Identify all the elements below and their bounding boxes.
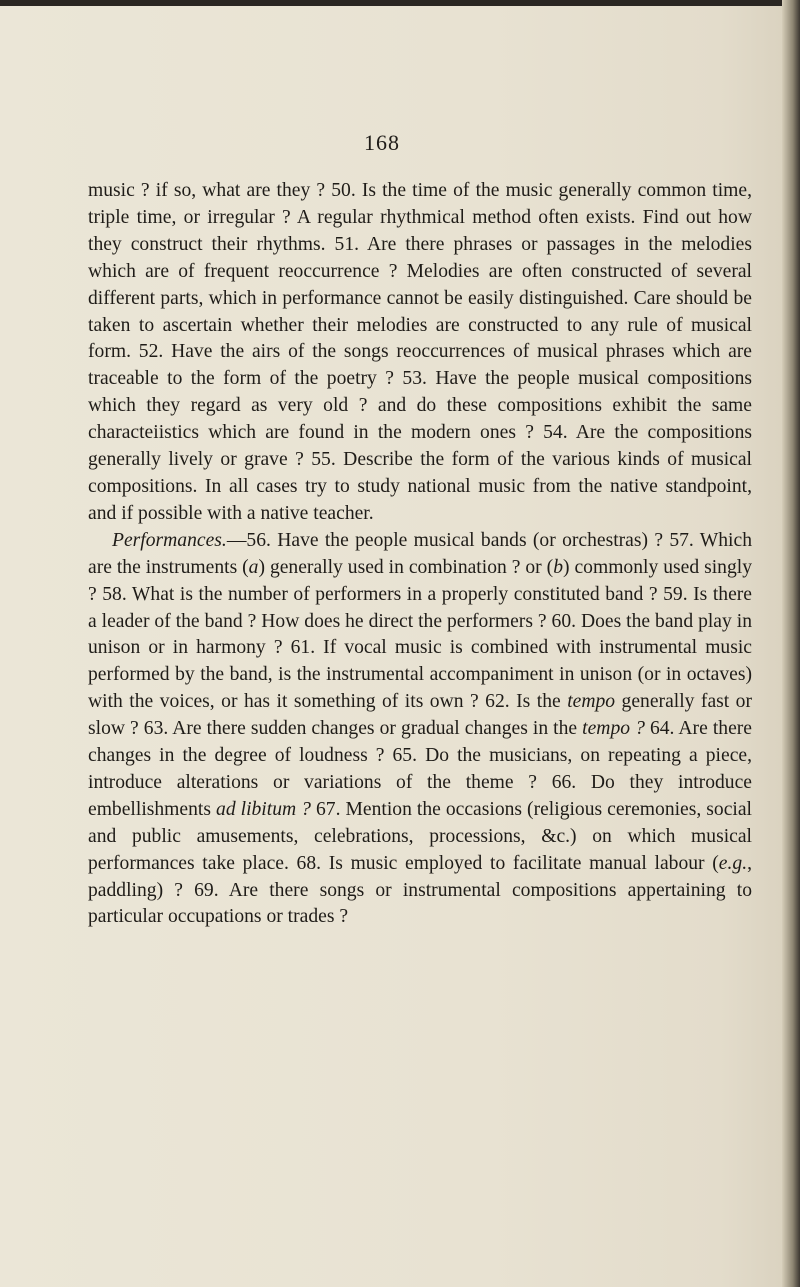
- text-span: , paddling) ? 69. Are there songs or instrumental compositions appertaining to particular occupations or trades ?: [88, 852, 752, 928]
- page-edge-shadow: [782, 0, 800, 1287]
- italic-span: b: [553, 556, 563, 578]
- paragraph-1: [88, 178, 752, 528]
- page-number: 168: [364, 130, 400, 155]
- body-text: [88, 178, 752, 931]
- italic-span: tempo: [567, 691, 616, 713]
- italic-span: a: [248, 556, 259, 578]
- text-span: ) commonly used singly ? 58. What is the number of performers in a properly constituted band ? 59. Is there a leader of the band ? How does he direct the performers ? 60. Does the band play in unison or in harmony ? 61. If vocal music is combined with instrumental music performed by the band, is the instrumental accompaniment in unison (or in octaves) with the voices, or has it something of its own ? 62. Is the: [88, 556, 752, 713]
- text-span: 64. Are there changes in the degree of loudness ? 65. Do the musicians, on repeating a piece, introduce alterations or variations of the theme ? 66. Do they introduce embellishments: [88, 718, 752, 820]
- italic-span: ad libitum ?: [216, 798, 311, 820]
- text-span: music ? if so, what are they ? 50. Is the time of the music generally common time, triple time, or irregular ? A regular rhythmical method often exists. Find out how they construct their rhythms. 51. Are there phrases or passages in the melodies which are of frequent reoccurrence ? Melodies are often constructed of several different parts, which in performance cannot be easily distinguished. Care should be taken to ascertain whether their melodies are constructed to any rule of musical form. 52. Have the airs of the songs reoccurrences of musical phrases which are traceable to the form of the poetry ? 53. Have the people musical compositions which they regard as very old ? and do these compositions exhibit the same characteiistics which are found in the modern ones ? 54. Are the compositions generally lively or grave ? 55. Describe the form of the various kinds of musical compositions. In all cases try to study national music from the native standpoint, and if possible with a native teacher.: [88, 180, 752, 524]
- text-span: ) generally used in combination ? or (: [258, 556, 554, 578]
- italic-span: e.g.: [718, 852, 748, 874]
- text-span: 67. Mention the occasions (religious ceremonies, social and public amusements, celebrations, processions, &c.) on which musical performances take place. 68. Is music employed to facilitate manual labour (: [88, 798, 752, 874]
- italic-span: tempo ?: [582, 718, 645, 740]
- section-heading-performances: Performances.: [112, 529, 227, 551]
- text-span: generally fast or slow ? 63. Are there sudden changes or gradual changes in the: [88, 691, 753, 740]
- top-border: [0, 0, 800, 6]
- text-span: —56. Have the people musical bands (or orchestras) ? 57. Which are the instruments (: [88, 529, 752, 578]
- paragraph-2: [88, 528, 752, 932]
